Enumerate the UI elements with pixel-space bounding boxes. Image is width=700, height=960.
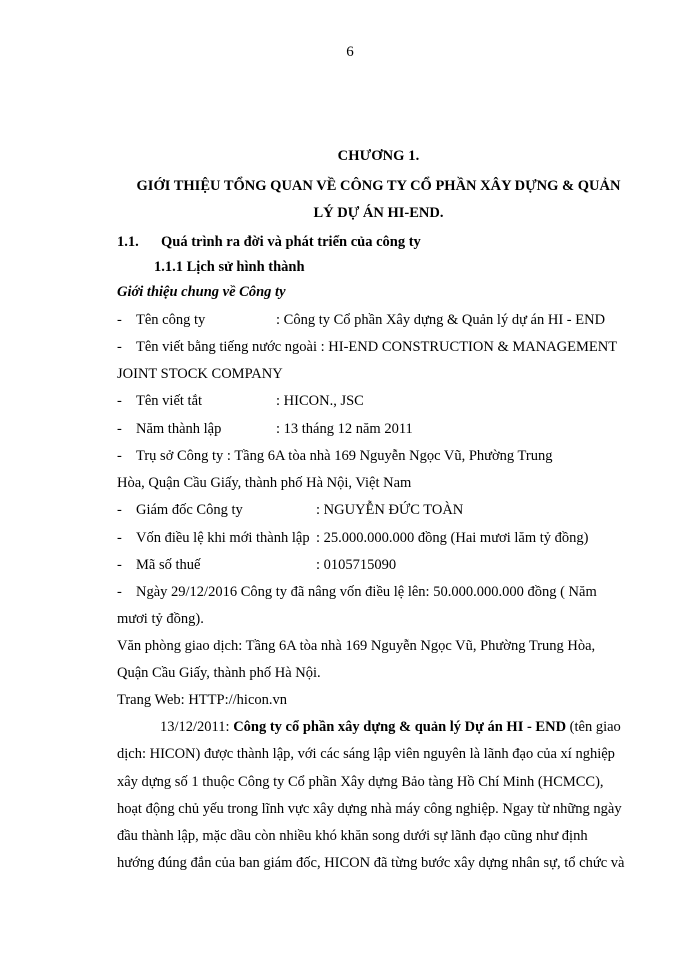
hq-line-2: Hòa, Quận Cầu Giấy, thành phố Hà Nội, Việt Nam: [117, 475, 412, 491]
website-text: Trang Web: HTTP://hicon.vn: [117, 692, 288, 708]
foreign-name-line-1: Tên viết bằng tiếng nước ngoài : HI-END CONSTRUCTION & MANAGEMENT: [136, 339, 618, 355]
foreign-name-line-2: JOINT STOCK COMPANY: [117, 366, 283, 382]
tax-value: : 0105715090: [316, 557, 397, 573]
tax-label: Mã số thuế: [136, 557, 201, 573]
director-label: Giám đốc Công ty: [136, 502, 243, 518]
capital-value: : 25.000.000.000 đồng (Hai mươi lăm tỷ đồng): [316, 530, 589, 546]
chapter-label: CHƯƠNG 1.: [337, 148, 420, 164]
history-line-3: xây dựng số 1 thuộc Công ty Cổ phần Xây dựng Bảo tàng Hồ Chí Minh (HCMCC),: [117, 774, 604, 790]
history-date: 13/12/2011:: [160, 719, 230, 735]
capital-increase-line-2: mươi tỷ đồng).: [117, 611, 204, 627]
capital-label: Vốn điều lệ khi mới thành lập: [136, 530, 310, 546]
company-name-label: Tên công ty: [136, 312, 206, 328]
subsection-title: 1.1.1 Lịch sử hình thành: [154, 259, 305, 275]
chapter-title-line-1: GIỚI THIỆU TỔNG QUAN VỀ CÔNG TY CỔ PHẦN XÂY DỰNG & QUẢN: [136, 178, 621, 194]
abbr-label: Tên viết tắt: [136, 393, 203, 409]
list-dash: -: [117, 584, 122, 600]
list-dash: -: [117, 421, 122, 437]
list-dash: -: [117, 557, 122, 573]
list-dash: -: [117, 393, 122, 409]
founded-value: : 13 tháng 12 năm 2011: [276, 421, 413, 437]
chapter-title-line-2: LÝ DỰ ÁN HI-END.: [313, 205, 444, 221]
section-number: 1.1.: [117, 234, 139, 250]
office-line-2: Quận Cầu Giấy, thành phố Hà Nội.: [117, 665, 321, 681]
company-name-value: : Công ty Cổ phần Xây dựng & Quản lý dự án HI - END: [276, 312, 606, 328]
history-line-2: dịch: HICON) được thành lập, với các sáng lập viên nguyên là lãnh đạo của xí nghiệp: [117, 746, 615, 762]
history-line-6: hướng đúng đắn của ban giám đốc, HICON đã từng bước xây dựng nhân sự, tổ chức và: [117, 855, 625, 871]
page-number: 6: [346, 44, 354, 60]
section-title: Quá trình ra đời và phát triển của công ty: [161, 234, 421, 250]
history-line-1-rest: (tên giao: [566, 719, 621, 735]
director-value: : NGUYỄN ĐỨC TOÀN: [316, 502, 464, 518]
office-line-1: Văn phòng giao dịch: Tầng 6A tòa nhà 169 Nguyễn Ngọc Vũ, Phường Trung Hòa,: [117, 638, 596, 654]
history-company-name: Công ty cổ phần xây dựng & quản lý Dự án HI - END: [233, 719, 567, 735]
list-dash: -: [117, 530, 122, 546]
list-dash: -: [117, 502, 122, 518]
history-line-5: đầu thành lập, mặc dầu còn nhiều khó khăn song dưới sự lãnh đạo cũng như định: [117, 828, 588, 844]
history-line-1: [160, 719, 621, 736]
abbr-value: : HICON., JSC: [276, 393, 364, 409]
list-dash: -: [117, 448, 122, 464]
list-dash: -: [117, 312, 122, 328]
founded-label: Năm thành lập: [136, 421, 222, 437]
list-dash: -: [117, 339, 122, 355]
hq-line-1: Trụ sở Công ty : Tầng 6A tòa nhà 169 Nguyễn Ngọc Vũ, Phường Trung: [136, 448, 553, 464]
history-line-4: hoạt động chủ yếu trong lĩnh vực xây dựng nhà máy công nghiệp. Ngay từ những ngày: [117, 801, 622, 817]
capital-increase-line-1: Ngày 29/12/2016 Công ty đã nâng vốn điều lệ lên: 50.000.000.000 đồng ( Năm: [136, 584, 597, 600]
intro-heading: Giới thiệu chung về Công ty: [117, 284, 286, 300]
